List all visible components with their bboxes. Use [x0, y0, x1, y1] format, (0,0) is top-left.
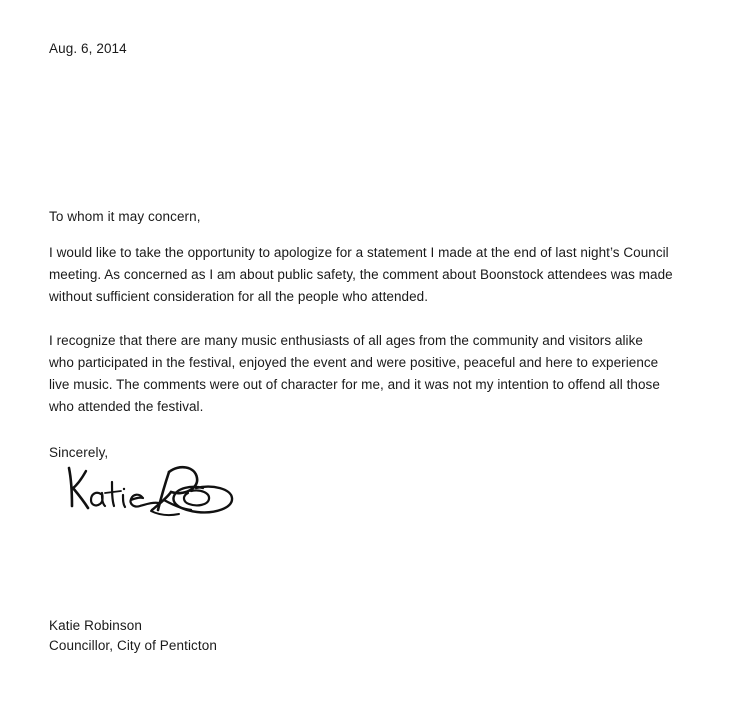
letter-salutation: To whom it may concern,: [49, 209, 201, 224]
letter-closing: Sincerely,: [49, 445, 109, 460]
signer-title: Councillor, City of Penticton: [49, 638, 217, 653]
letter-date: Aug. 6, 2014: [49, 41, 127, 56]
signer-name: Katie Robinson: [49, 618, 142, 633]
letter-paragraph-1: I would like to take the opportunity to apologize for a statement I made at the end of last night’s Council meeting. As concerned as I am about public safety, the comment about Boonstock attendees was made without sufficient consideration for all the people who attended.: [49, 245, 673, 304]
signature-image: [55, 458, 245, 520]
signer-block: [49, 616, 217, 656]
letter-paragraph-2: I recognize that there are many music enthusiasts of all ages from the community and visitors alike who participated in the festival, enjoyed the event and were positive, peaceful and here to experience live music. The comments were out of character for me, and it was not my intention to offend all those who attended the festival.: [49, 333, 660, 414]
